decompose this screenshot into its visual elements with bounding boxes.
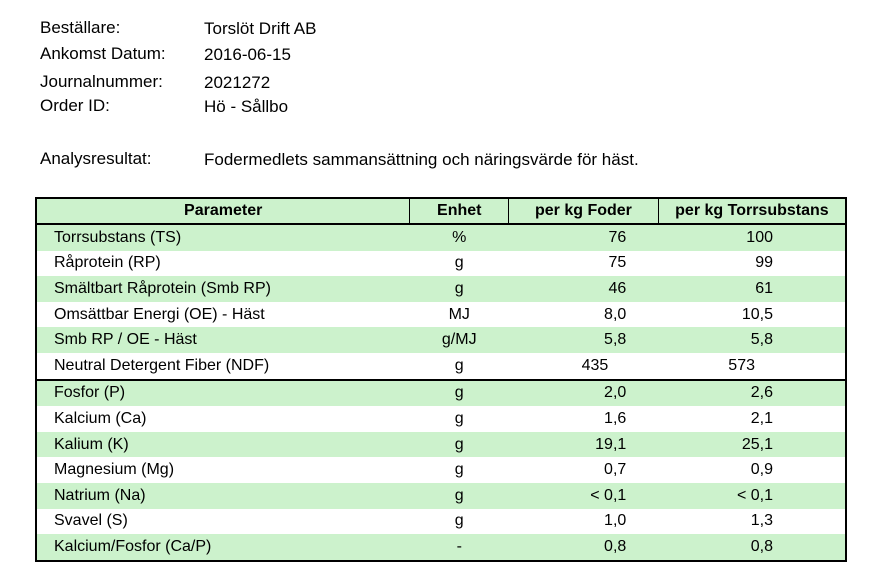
table-row (36, 509, 846, 535)
cell-per-kg-ts: 2,1 (750, 409, 773, 427)
cell-parameter: Smb RP / OE - Häst (36, 327, 410, 353)
cell-parameter: Kalium (K) (36, 432, 410, 458)
cell-parameter: Råprotein (RP) (54, 254, 161, 272)
cell-per-kg-ts: 5,8 (658, 327, 846, 353)
cell-parameter: Kalcium (Ca) (54, 409, 147, 427)
cell-parameter: Natrium (Na) (36, 483, 410, 509)
cell-unit: - (410, 534, 509, 561)
table-row (36, 534, 846, 561)
analysis-value: Fodermedlets sammansättning och näringsvärde för häst. (204, 150, 639, 169)
cell-unit: g/MJ (410, 327, 509, 353)
cell-parameter: Torrsubstans (TS) (36, 224, 410, 251)
field-label: Ankomst Datum: (40, 44, 166, 63)
cell-unit: g (454, 409, 464, 427)
column-header-per-kg-torrsubstans: per kg Torrsubstans (658, 198, 846, 224)
column-header-enhet: Enhet (410, 198, 509, 224)
cell-per-kg-foder: < 0,1 (509, 483, 659, 509)
table-row (36, 353, 846, 380)
table-row (36, 327, 846, 353)
cell-unit: g (410, 380, 509, 407)
cell-per-kg-ts: 1,3 (750, 512, 773, 530)
cell-unit: g (410, 276, 509, 302)
cell-unit: g (454, 461, 464, 479)
cell-per-kg-ts: 0,8 (658, 534, 846, 561)
cell-unit: g (454, 356, 464, 374)
field-value: Hö - Sållbo (204, 97, 289, 116)
field-label: Beställare: (40, 18, 121, 37)
field-ankomst-datum (40, 44, 840, 66)
cell-per-kg-ts: 10,5 (741, 305, 773, 323)
field-value: 2021272 (204, 73, 271, 92)
cell-parameter: Neutral Detergent Fiber (NDF) (54, 356, 270, 374)
cell-per-kg-foder: 8,0 (604, 305, 627, 323)
cell-per-kg-ts: 0,9 (750, 461, 773, 479)
cell-per-kg-foder: 435 (581, 356, 609, 374)
table-row (36, 457, 846, 483)
cell-per-kg-ts: 99 (755, 254, 773, 272)
table-row (36, 483, 846, 509)
cell-unit: MJ (448, 305, 470, 323)
cell-per-kg-foder: 2,0 (509, 380, 659, 407)
field-label: Order ID: (40, 96, 110, 115)
cell-unit: % (410, 224, 509, 251)
field-label: Journalnummer: (40, 72, 163, 91)
table-header-row (36, 198, 846, 224)
cell-parameter: Smältbart Råprotein (Smb RP) (36, 276, 410, 302)
field-value: Torslöt Drift AB (204, 19, 317, 38)
cell-per-kg-ts: 25,1 (658, 432, 846, 458)
cell-parameter: Svavel (S) (54, 512, 128, 530)
cell-per-kg-foder: 1,6 (604, 409, 627, 427)
cell-per-kg-ts: 100 (658, 224, 846, 251)
table-row (36, 380, 846, 407)
field-bestallare (40, 18, 840, 40)
field-analysresultat (40, 149, 840, 171)
field-journalnummer (40, 72, 840, 94)
field-order-id (40, 96, 840, 118)
cell-per-kg-foder: 0,8 (509, 534, 659, 561)
column-header-parameter: Parameter (36, 198, 410, 224)
cell-parameter: Kalcium/Fosfor (Ca/P) (36, 534, 410, 561)
results-table (35, 197, 847, 562)
column-header-per-kg-foder: per kg Foder (509, 198, 659, 224)
cell-unit: g (454, 254, 464, 272)
cell-per-kg-ts: 2,6 (658, 380, 846, 407)
cell-per-kg-foder: 0,7 (604, 461, 627, 479)
cell-unit: g (410, 432, 509, 458)
cell-per-kg-ts: 573 (728, 356, 755, 374)
cell-parameter: Omsättbar Energi (OE) - Häst (54, 305, 265, 323)
cell-per-kg-foder: 46 (509, 276, 659, 302)
cell-unit: g (454, 512, 464, 530)
cell-parameter: Magnesium (Mg) (54, 461, 175, 479)
table-row (36, 224, 846, 251)
cell-per-kg-ts: 61 (658, 276, 846, 302)
cell-per-kg-foder: 1,0 (604, 512, 627, 530)
cell-per-kg-foder: 19,1 (509, 432, 659, 458)
table-row (36, 251, 846, 277)
table-row (36, 406, 846, 432)
cell-per-kg-foder: 75 (608, 254, 627, 272)
table-row (36, 432, 846, 458)
field-value: 2016-06-15 (204, 45, 291, 64)
cell-unit: g (410, 483, 509, 509)
table-row (36, 302, 846, 328)
cell-parameter: Fosfor (P) (36, 380, 410, 407)
cell-per-kg-ts: < 0,1 (658, 483, 846, 509)
cell-per-kg-foder: 5,8 (509, 327, 659, 353)
table-row (36, 276, 846, 302)
cell-per-kg-foder: 76 (509, 224, 659, 251)
analysis-label: Analysresultat: (40, 149, 152, 168)
